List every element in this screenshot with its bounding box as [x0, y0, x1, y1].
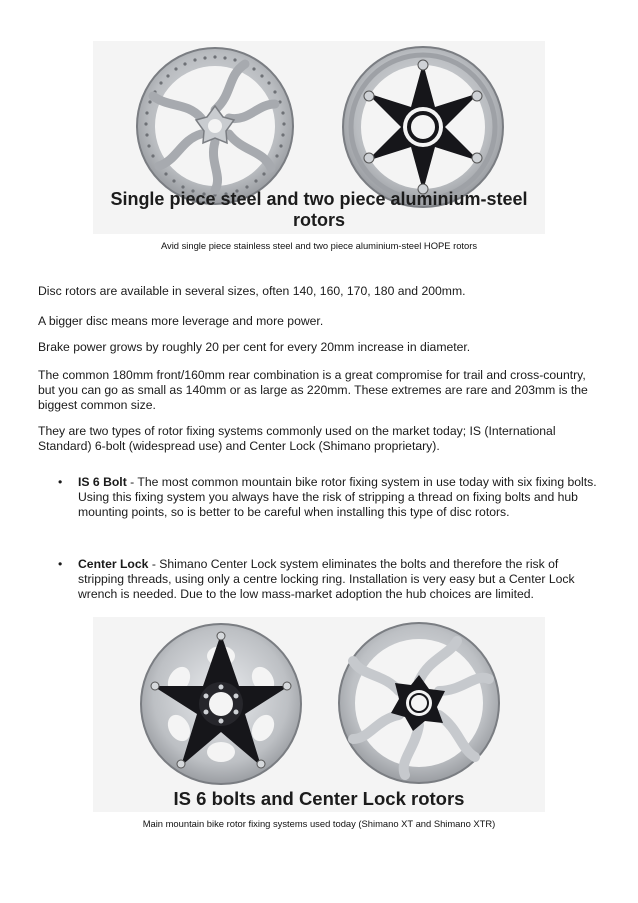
rotor-illustration-2: [93, 617, 545, 812]
avid-steel-rotor: [137, 48, 293, 204]
figure2-caption: Main mountain bike rotor fixing systems used today (Shimano XT and Shimano XTR): [142, 818, 496, 829]
paragraph-leverage: A bigger disc means more leverage and more power.: [38, 314, 324, 328]
rotor-photo-is6-vs-centerlock: [93, 617, 545, 812]
list-item-text: - Shimano Center Lock system eliminates the bolts and therefore the risk of stripping threads, using only a centre locking ring. Installation is very easy but a Center Lock wrench is needed. Due to the low mass-market adoption the hub choices are limited.: [78, 557, 575, 601]
bullet-marker: •: [58, 557, 63, 571]
bullet-marker: •: [58, 475, 63, 489]
list-item-term: Center Lock: [78, 557, 149, 571]
list-item-text: - The most common mountain bike rotor fixing system in use today with six fixing bolts. Using this fixing system you always have the risk of stripping a thread on fixing bolts and hub mounting points, so is better to be careful when installing this type of disc rotors.: [78, 475, 597, 519]
shimano-xtr-centerlock-rotor: [339, 623, 499, 783]
figure1-caption: Avid single piece stainless steel and two piece aluminium-steel HOPE rotors: [160, 240, 478, 251]
rotor-photo-steel-vs-aluminium: [93, 41, 545, 234]
list-item-term: IS 6 Bolt: [78, 475, 127, 489]
hope-floating-rotor: [343, 47, 503, 207]
list-item-is6bolt: [78, 475, 600, 520]
paragraph-rotor-sizes: Disc rotors are available in several sizes, often 140, 160, 170, 180 and 200mm.: [38, 284, 466, 298]
figure2-title: IS 6 bolts and Center Lock rotors: [173, 788, 465, 809]
paragraph-brake-power: Brake power grows by roughly 20 per cent for every 20mm increase in diameter.: [38, 340, 471, 354]
paragraph-fixing-systems: They are two types of rotor fixing systems commonly used on the market today; IS (International Standard) 6-bolt (widespread use) and Center Lock (Shimano proprietary).: [38, 424, 556, 453]
shimano-xt-6bolt-rotor: [141, 624, 301, 784]
list-item-centerlock: [78, 557, 600, 602]
figure1-title: Single piece steel and two piece aluminium-steel rotors: [110, 189, 528, 230]
paragraph-front-rear-combo: The common 180mm front/160mm rear combination is a great compromise for trail and cross-country, but you can go as small as 140mm or as large as 220mm. These extremes are rare and 203mm is the biggest common size.: [38, 368, 588, 412]
